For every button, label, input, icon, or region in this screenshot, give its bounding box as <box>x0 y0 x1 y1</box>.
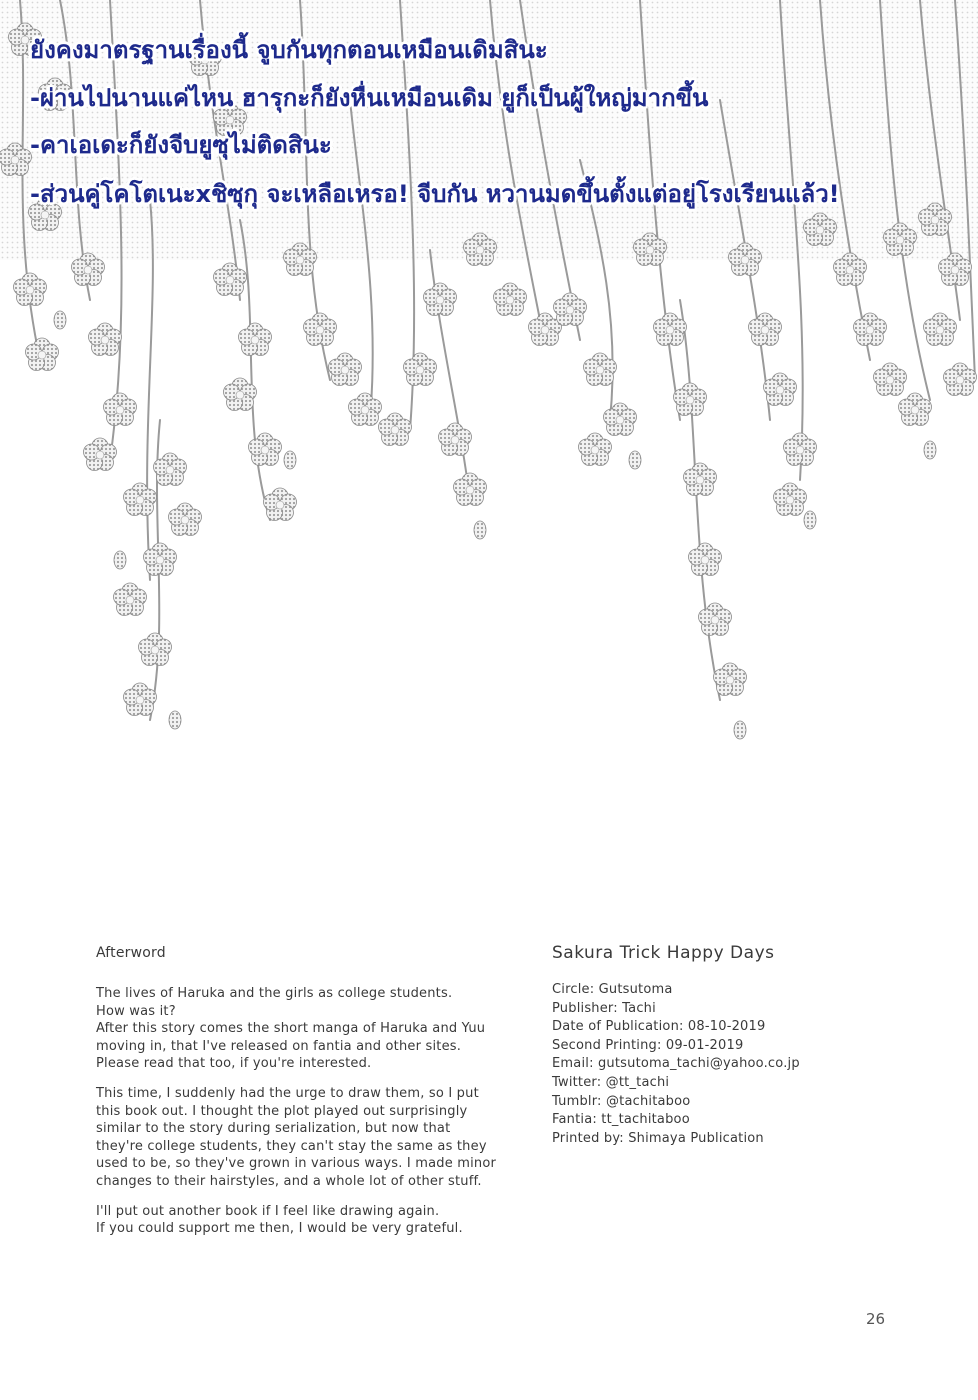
afterword-line: used to be, so they've grown in various ways. I made minor <box>96 1156 497 1172</box>
colophon-second-printing: Second Printing: 09-01-2019 <box>552 1037 744 1053</box>
afterword-line: This time, I suddenly had the urge to draw them, so I put <box>96 1085 479 1101</box>
thai-caption-line-2: -ผ่านไปนานแค่ไหน ฮารุกะก็ยังหื่นเหมือนเดิม ยูก็เป็นผู้ใหญ่มากขึ้น <box>30 84 709 112</box>
colophon-publication-date: Date of Publication: 08-10-2019 <box>552 1019 766 1035</box>
book-title: Sakura Trick Happy Days <box>552 943 775 963</box>
thai-caption-line-4: -ส่วนคู่โคโตเนะxชิซุกุ จะเหลือเหรอ! จีบกัน หวานมดขึ้นตั้งแต่อยู่โรงเรียนแล้ว! <box>30 180 840 208</box>
colophon-email: Email: gutsutoma_tachi@yahoo.co.jp <box>552 1056 800 1072</box>
afterword-line: The lives of Haruka and the girls as college students. <box>96 986 453 1001</box>
afterword-line: changes to their hairstyles, and a whole lot of other stuff. <box>96 1173 482 1189</box>
afterword-line: moving in, that I've released on fantia and other sites. <box>96 1038 462 1054</box>
page-number: 26 <box>866 1310 886 1328</box>
afterword-line: Please read that too, if you're interested. <box>96 1056 372 1072</box>
afterword-line: this book out. I thought the plot played out surprisingly <box>96 1103 468 1119</box>
afterword-line: After this story comes the short manga of Haruka and Yuu <box>96 1021 486 1037</box>
colophon-publisher: Publisher: Tachi <box>552 1000 656 1016</box>
afterword-paragraph-2 <box>96 1085 526 1191</box>
colophon-circle: Circle: Gutsutoma <box>552 982 673 997</box>
afterword-line: similar to the story during serialization, but now that <box>96 1121 451 1137</box>
colophon-fantia: Fantia: tt_tachitaboo <box>552 1112 690 1128</box>
colophon-printer: Printed by: Shimaya Publication <box>552 1130 764 1146</box>
afterword-line: they're college students, they can't stay the same as they <box>96 1138 487 1154</box>
afterword-title: Afterword <box>96 945 166 961</box>
afterword-paragraph-1 <box>96 985 526 1073</box>
afterword-section <box>96 945 526 1250</box>
colophon-section <box>552 943 952 1148</box>
thai-caption-line-1: ยังคงมาตรฐานเรื่องนี้ จูบกันทุกตอนเหมือนเดิมสินะ <box>30 36 548 64</box>
afterword-line: How was it? <box>96 1003 176 1019</box>
thai-caption-line-3: -คาเอเดะก็ยังจีบยูซุไม่ติดสินะ <box>30 131 332 159</box>
afterword-line: If you could support me then, I would be very grateful. <box>96 1221 463 1237</box>
colophon-tumblr: Tumblr: @tachitaboo <box>552 1093 691 1109</box>
colophon-twitter: Twitter: @tt_tachi <box>552 1074 670 1090</box>
afterword-paragraph-3 <box>96 1203 526 1238</box>
afterword-line: I'll put out another book if I feel like drawing again. <box>96 1203 440 1219</box>
